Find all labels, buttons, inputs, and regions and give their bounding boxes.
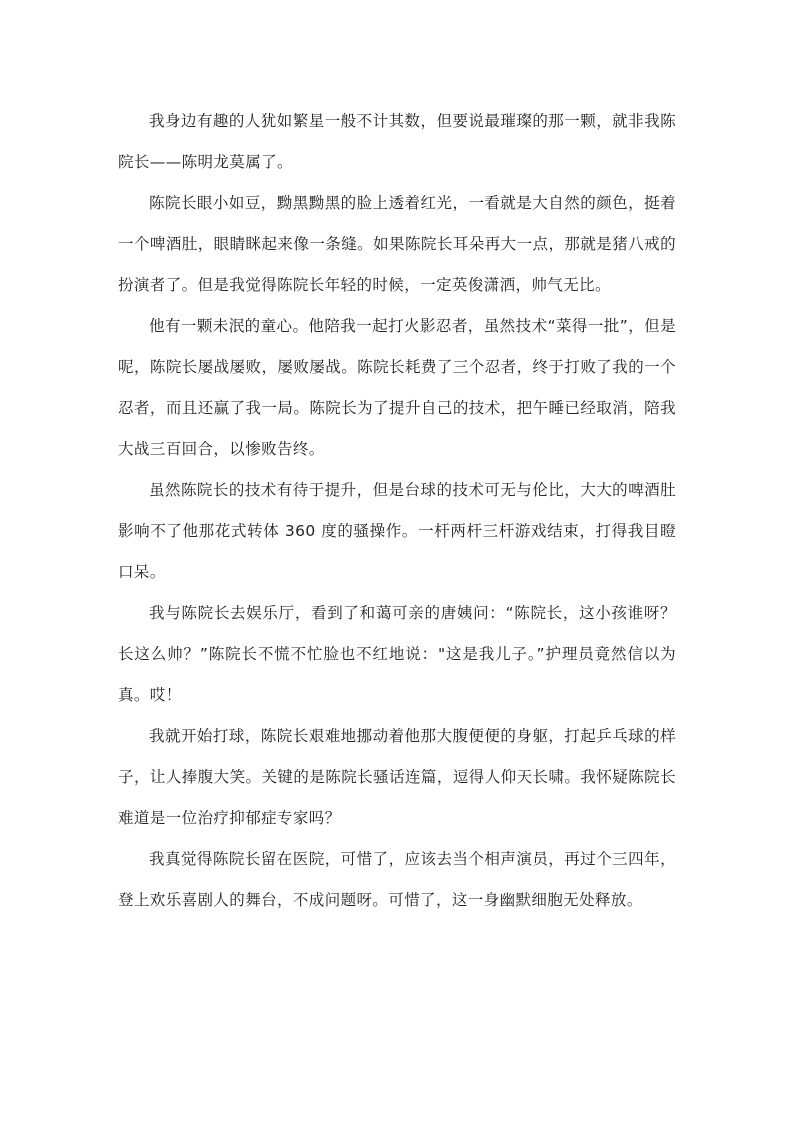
paragraph-7: 我真觉得陈院长留在医院，可惜了，应该去当个相声演员，再过个三四年，登上欢乐喜剧人的舞台，不成问题呀。可惜了，这一身幽默细胞无处释放。 — [118, 850, 676, 909]
paragraph-5: 我与陈院长去娱乐厅，看到了和蔼可亲的唐姨问：“陈院长，这小孩谁呀？长这么帅？”陈院长不慌不忙脸也不红地说："这是我儿子。”护理员竟然信以为真。哎！ — [118, 604, 676, 704]
paragraph-3: 他有一颗未泯的童心。他陪我一起打火影忍者，虽然技术“菜得一批”，但是呢，陈院长屡战屡败，屡败屡战。陈院长耗费了三个忍者，终于打败了我的一个忍者，而且还赢了我一局。陈院长为了提升自己的技术，把午睡已经取消，陪我大战三百回合，以惨败告终。 — [118, 317, 676, 458]
document-body — [118, 101, 676, 921]
paragraph-1: 我身边有趣的人犹如繁星一般不计其数，但要说最璀璨的那一颗，就非我陈院长——陈明龙莫属了。 — [118, 112, 676, 171]
paragraph-2: 陈院长眼小如豆，黝黑黝黑的脸上透着红光，一看就是大自然的颜色，挺着一个啤酒肚，眼睛眯起来像一条缝。如果陈院长耳朵再大一点，那就是猪八戒的扮演者了。但是我觉得陈院长年轻的时候，一定英俊潇洒，帅气无比。 — [118, 194, 676, 294]
paragraph-6: 我就开始打球，陈院长艰难地挪动着他那大腹便便的身躯，打起乒乓球的样子，让人捧腹大笑。关键的是陈院长骚话连篇，逗得人仰天长啸。我怀疑陈院长难道是一位治疗抑郁症专家吗？ — [118, 727, 676, 827]
paragraph-4: 虽然陈院长的技术有待于提升，但是台球的技术可无与伦比，大大的啤酒肚影响不了他那花式转体 360 度的骚操作。一杆两杆三杆游戏结束，打得我目瞪口呆。 — [118, 481, 676, 581]
